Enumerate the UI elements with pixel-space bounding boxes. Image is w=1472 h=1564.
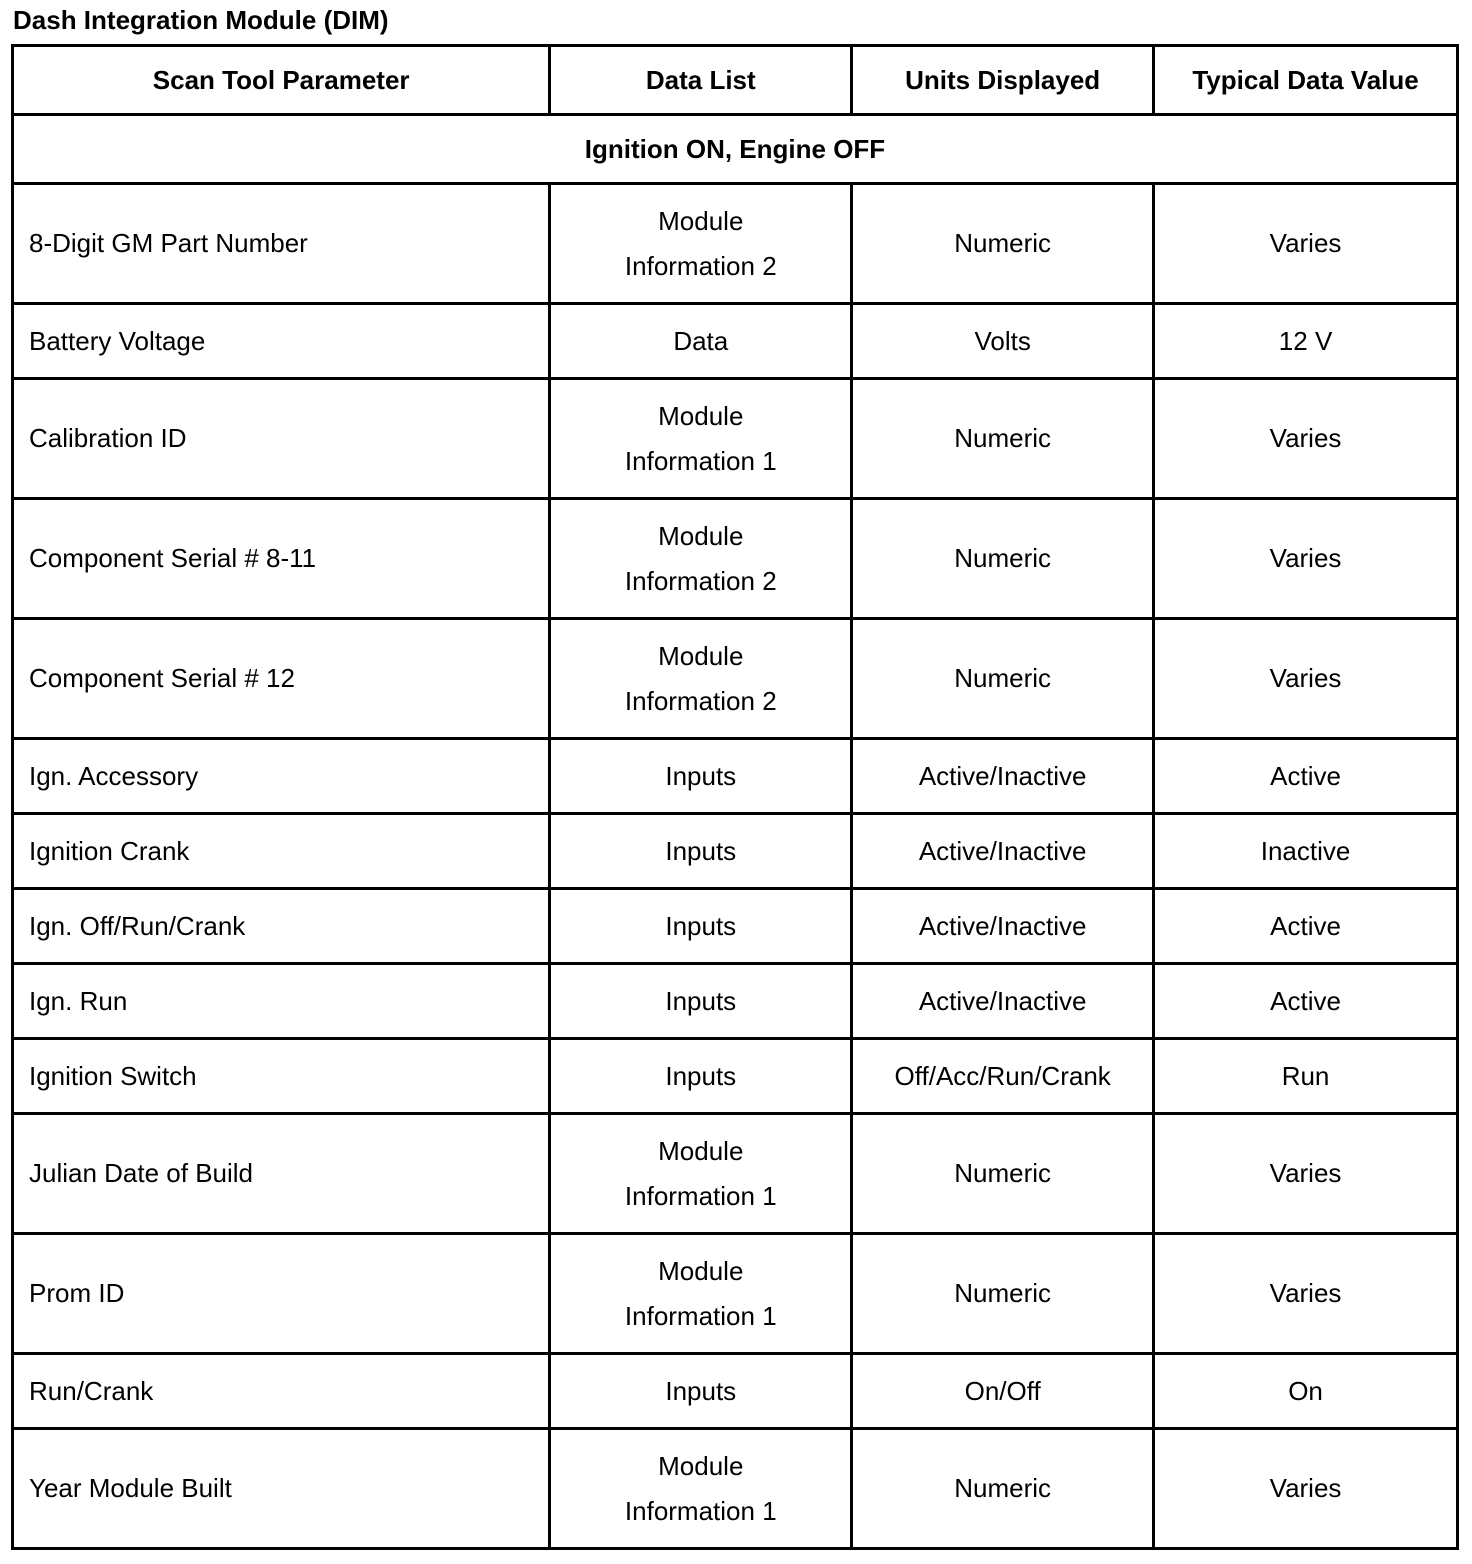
data-list-line-2: Information 2 — [624, 250, 777, 281]
cell-typical-value: Varies — [1154, 1114, 1458, 1234]
table-row — [13, 814, 1458, 889]
data-list-line-2: Information 2 — [624, 565, 777, 596]
cell-typical-value: 12 V — [1154, 304, 1458, 379]
table-row — [13, 619, 1458, 739]
cell-parameter: Ign. Off/Run/Crank — [13, 889, 550, 964]
cell-units: On/Off — [852, 1354, 1154, 1429]
section-label: Ignition ON, Engine OFF — [13, 115, 1458, 184]
data-list-line-1: Module — [658, 205, 744, 236]
cell-typical-value: Varies — [1154, 499, 1458, 619]
table-row — [13, 1429, 1458, 1549]
cell-data-list: Inputs — [550, 1354, 852, 1429]
document-title: Dash Integration Module (DIM) — [13, 5, 389, 35]
cell-parameter: Battery Voltage — [13, 304, 550, 379]
cell-parameter: Ignition Crank — [13, 814, 550, 889]
cell-data-list — [550, 184, 852, 304]
data-list-line-2: Information 1 — [624, 1495, 777, 1526]
table-row — [13, 1039, 1458, 1114]
header-units-displayed: Units Displayed — [852, 46, 1154, 115]
data-list-line-1: Module — [658, 520, 744, 551]
cell-units: Numeric — [852, 184, 1154, 304]
cell-typical-value: Active — [1154, 964, 1458, 1039]
table-row — [13, 889, 1458, 964]
cell-typical-value: Varies — [1154, 184, 1458, 304]
cell-typical-value: Run — [1154, 1039, 1458, 1114]
cell-typical-value: Inactive — [1154, 814, 1458, 889]
table-row — [13, 1234, 1458, 1354]
cell-units: Numeric — [852, 499, 1154, 619]
data-list-line-2: Information 1 — [624, 1180, 777, 1211]
cell-data-list — [550, 379, 852, 499]
cell-units: Numeric — [852, 1114, 1154, 1234]
cell-units: Active/Inactive — [852, 889, 1154, 964]
table-row — [13, 184, 1458, 304]
scan-tool-data-table — [11, 44, 1459, 1550]
data-list-line-2: Information 2 — [624, 685, 777, 716]
table-row — [13, 739, 1458, 814]
cell-data-list: Inputs — [550, 964, 852, 1039]
data-list-line-2: Information 1 — [624, 445, 777, 476]
cell-units: Active/Inactive — [852, 964, 1154, 1039]
cell-typical-value: Active — [1154, 739, 1458, 814]
table-row — [13, 499, 1458, 619]
cell-typical-value: Active — [1154, 889, 1458, 964]
data-list-line-1: Module — [658, 1450, 744, 1481]
data-list-line-1: Module — [658, 400, 744, 431]
header-scan-tool-parameter: Scan Tool Parameter — [13, 46, 550, 115]
cell-units: Numeric — [852, 619, 1154, 739]
cell-parameter: Julian Date of Build — [13, 1114, 550, 1234]
cell-units: Numeric — [852, 1234, 1154, 1354]
cell-parameter: Ignition Switch — [13, 1039, 550, 1114]
cell-parameter: Ign. Run — [13, 964, 550, 1039]
cell-typical-value: Varies — [1154, 379, 1458, 499]
cell-parameter: Prom ID — [13, 1234, 550, 1354]
cell-parameter: Component Serial # 12 — [13, 619, 550, 739]
header-row — [13, 46, 1458, 115]
cell-units: Off/Acc/Run/Crank — [852, 1039, 1154, 1114]
table-row — [13, 304, 1458, 379]
cell-data-list: Inputs — [550, 889, 852, 964]
cell-units: Numeric — [852, 1429, 1154, 1549]
table-row — [13, 1354, 1458, 1429]
cell-parameter: Run/Crank — [13, 1354, 550, 1429]
cell-data-list — [550, 499, 852, 619]
cell-data-list — [550, 1234, 852, 1354]
cell-data-list: Inputs — [550, 1039, 852, 1114]
cell-typical-value: Varies — [1154, 1234, 1458, 1354]
data-list-line-1: Module — [658, 1135, 744, 1166]
cell-units: Active/Inactive — [852, 814, 1154, 889]
cell-parameter: Year Module Built — [13, 1429, 550, 1549]
section-row — [13, 115, 1458, 184]
table-row — [13, 379, 1458, 499]
cell-data-list: Inputs — [550, 814, 852, 889]
data-list-line-1: Module — [658, 1255, 744, 1286]
header-data-list: Data List — [550, 46, 852, 115]
cell-data-list — [550, 1429, 852, 1549]
table-row — [13, 1114, 1458, 1234]
header-typical-data-value: Typical Data Value — [1154, 46, 1458, 115]
cell-data-list: Data — [550, 304, 852, 379]
cell-typical-value: Varies — [1154, 1429, 1458, 1549]
cell-parameter: Ign. Accessory — [13, 739, 550, 814]
cell-parameter: Component Serial # 8-11 — [13, 499, 550, 619]
table-row — [13, 964, 1458, 1039]
data-list-line-2: Information 1 — [624, 1300, 777, 1331]
data-list-line-1: Module — [658, 640, 744, 671]
cell-data-list — [550, 619, 852, 739]
cell-units: Active/Inactive — [852, 739, 1154, 814]
cell-data-list: Inputs — [550, 739, 852, 814]
cell-typical-value: On — [1154, 1354, 1458, 1429]
cell-data-list — [550, 1114, 852, 1234]
cell-typical-value: Varies — [1154, 619, 1458, 739]
cell-units: Numeric — [852, 379, 1154, 499]
cell-units: Volts — [852, 304, 1154, 379]
cell-parameter: 8-Digit GM Part Number — [13, 184, 550, 304]
cell-parameter: Calibration ID — [13, 379, 550, 499]
